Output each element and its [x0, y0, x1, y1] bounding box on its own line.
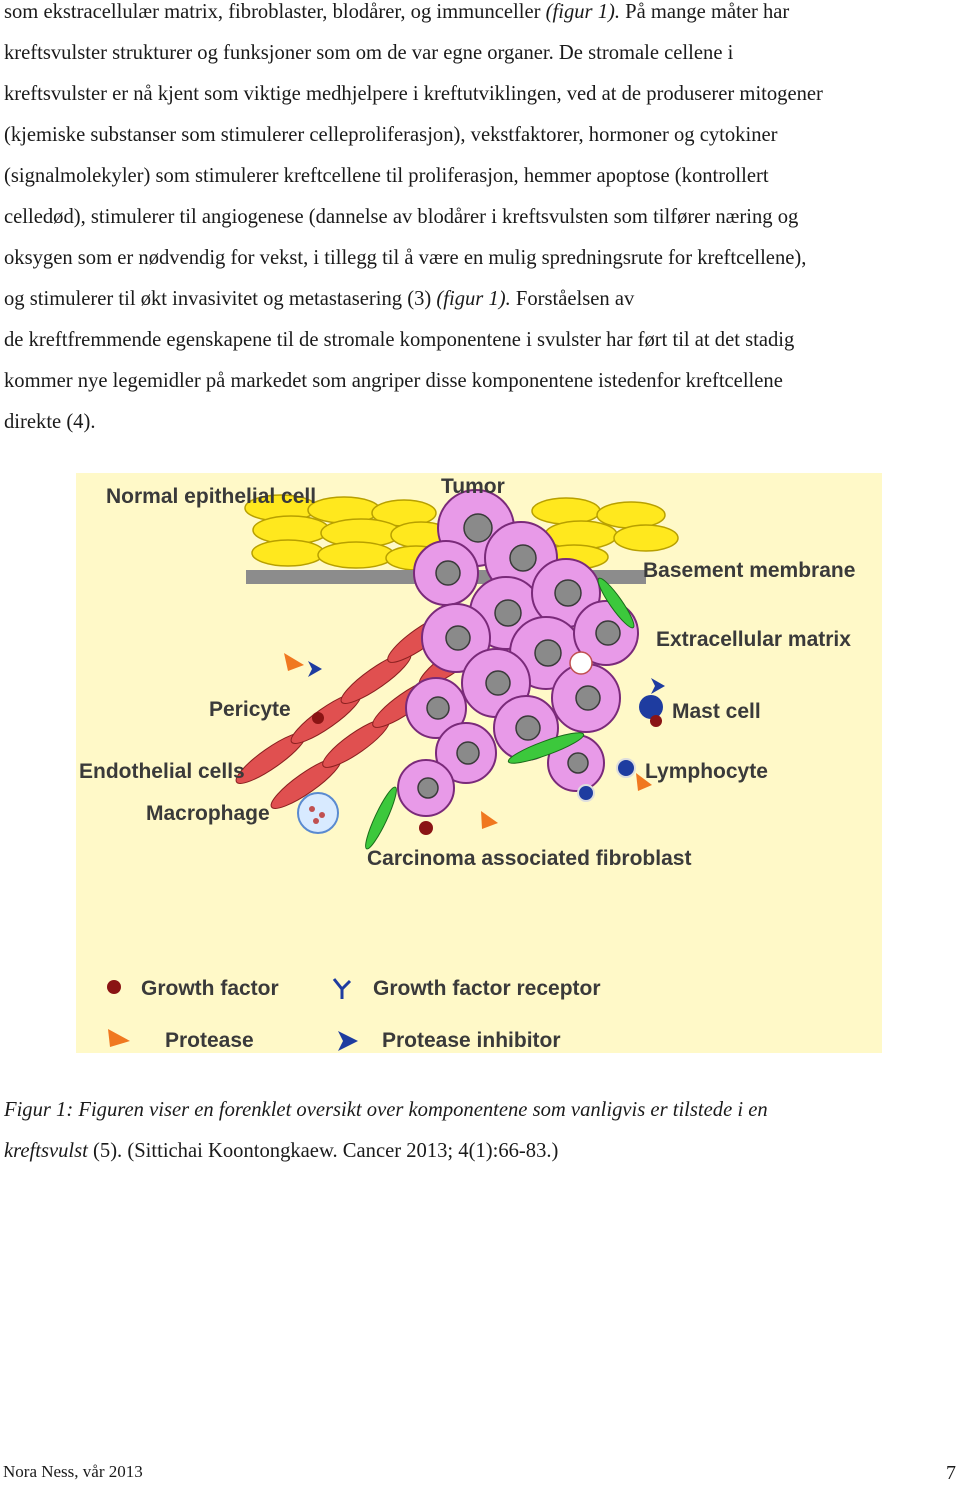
figure-reference: (figur 1).: [436, 288, 511, 310]
caption-term: kreftsvulst: [4, 1140, 88, 1162]
figure-illustration: [76, 473, 882, 1053]
figure-caption: [4, 1090, 959, 1172]
body-paragraph: [4, 0, 959, 443]
text-line: [4, 279, 959, 320]
text-line: [4, 33, 959, 74]
text-run: kommer nye legemidler på markedet som angriper disse komponentene istedenfor kreftcellene: [4, 370, 783, 392]
label-basement-membrane: Basement membrane: [643, 559, 856, 582]
text-run: kreftsvulster strukturer og funksjoner som om de var egne organer. De stromale cellene i: [4, 42, 734, 64]
text-line: [4, 238, 959, 279]
text-run: de kreftfremmende egenskapene til de stromale komponentene i svulster har ført til at det stadig: [4, 329, 795, 351]
label-mast-cell: Mast cell: [672, 700, 761, 723]
label-carcinoma-associated-fibroblast: Carcinoma associated fibroblast: [367, 847, 692, 870]
caption-line-1: Figur 1: Figuren viser en forenklet oversikt over komponentene som vanligvis er tilstede i en: [4, 1099, 768, 1121]
label-extracellular-matrix: Extracellular matrix: [656, 628, 851, 651]
label-lymphocyte: Lymphocyte: [645, 760, 768, 783]
text-run: og stimulerer til økt invasivitet og metastasering (3): [4, 288, 437, 310]
text-line: [4, 320, 959, 361]
text-run: (kjemiske substanser som stimulerer celleproliferasjon), vekstfaktorer, hormoner og cytokiner: [4, 124, 778, 146]
text-run: celledød), stimulerer til angiogenese (dannelse av blodårer i kreftsvulsten som tilfører næring og: [4, 206, 799, 228]
footer-author: Nora Ness, vår 2013: [3, 1462, 143, 1481]
label-endothelial-cells: Endothelial cells: [79, 760, 245, 783]
text-run: Forståelsen av: [510, 288, 635, 310]
label-pericyte: Pericyte: [209, 698, 291, 721]
macrophage: [298, 793, 338, 833]
growth-factor-legend-icon: [107, 980, 121, 994]
text-line: [4, 402, 959, 443]
label-tumor: Tumor: [441, 475, 505, 498]
text-line: [4, 197, 959, 238]
text-run: På mange måter har: [620, 1, 790, 23]
legend-protease: Protease: [165, 1029, 254, 1052]
legend-growth-factor-receptor: Growth factor receptor: [373, 977, 601, 1000]
legend-protease-inhibitor: Protease inhibitor: [382, 1029, 561, 1052]
caption-citation: (5). (Sittichai Koontongkaew. Cancer 2013; 4(1):66-83.): [87, 1140, 559, 1162]
label-macrophage: Macrophage: [146, 802, 270, 825]
text-run: kreftsvulster er nå kjent som viktige medhjelpere i kreftutviklingen, ved at de produserer mitogener: [4, 83, 823, 105]
page-number: 7: [946, 1462, 956, 1484]
legend-growth-factor: Growth factor: [141, 977, 279, 1000]
text-line: [4, 115, 959, 156]
caption-line-2: [4, 1131, 959, 1172]
text-line: [4, 156, 959, 197]
text-run: oksygen som er nødvendig for vekst, i tillegg til å være en mulig spredningsrute for kreftcellene),: [4, 247, 807, 269]
text-line: [4, 0, 959, 33]
label-normal-epithelial-cell: Normal epithelial cell: [106, 485, 317, 508]
text-run: direkte (4).: [4, 411, 96, 433]
tumor-microenvironment-figure: [76, 473, 882, 1053]
text-run: som ekstracellulær matrix, fibroblaster, blodårer, og immunceller: [4, 1, 546, 23]
text-line: [4, 361, 959, 402]
figure-reference: (figur 1).: [545, 1, 621, 23]
text-run: (signalmolekyler) som stimulerer kreftcellene til proliferasjon, hemmer apoptose (kontrollert: [4, 165, 769, 187]
text-line: [4, 74, 959, 115]
